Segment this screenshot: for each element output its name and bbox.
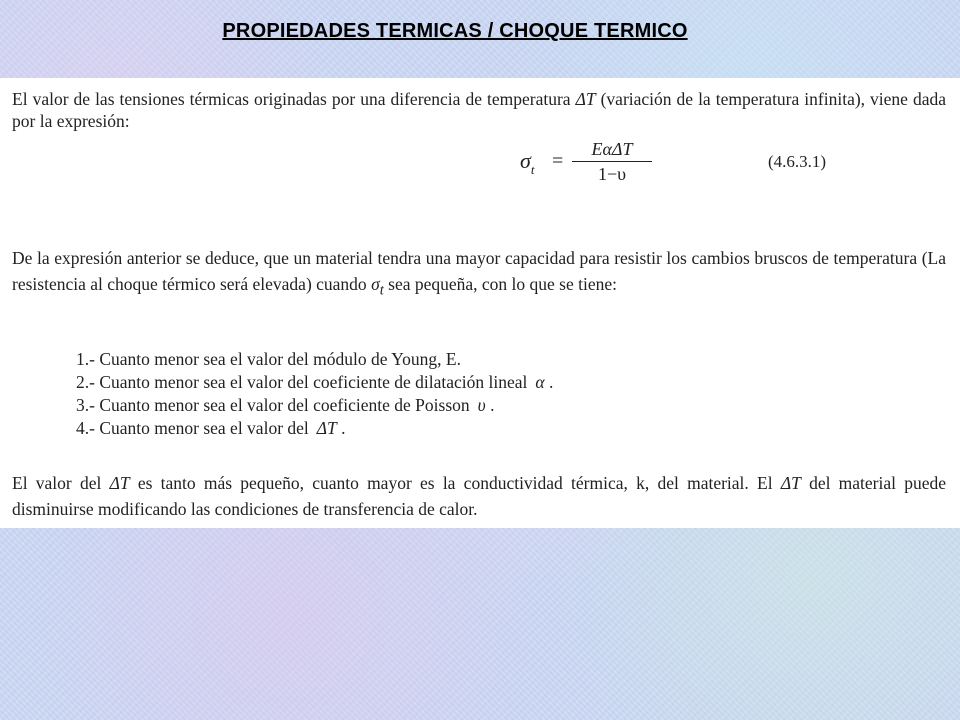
list-item: 4.- Cuanto menor sea el valor del ΔT . <box>76 418 346 438</box>
intro-text-line2: temperatura infinita), viene dada por la expresión: <box>12 89 946 131</box>
delta-t-symbol: ΔT <box>575 89 596 109</box>
conductivity-text-mid: es tanto más pequeño, cuanto mayor es la conductividad térmica, k, del material. El <box>137 473 773 493</box>
equation-number: (4.6.3.1) <box>768 152 827 171</box>
conductivity-text-end: del material puede disminuirse modificando las condiciones de transferencia de calor. <box>12 473 947 519</box>
equation-lhs-subscript: t <box>530 162 535 177</box>
delta-t-symbol: ΔT <box>316 418 337 438</box>
slide-title: PROPIEDADES TERMICAS / CHOQUE TERMICO <box>222 20 688 42</box>
deduction-text-end: sea pequeña, con lo que se tiene: <box>388 274 618 294</box>
conductivity-text: El valor del <box>12 473 102 493</box>
equation-lhs: $\sigma_t$ <box>520 148 535 177</box>
list-item: 1.- Cuanto menor sea el valor del módulo de Young, E. <box>76 349 461 369</box>
list-item: 2.- Cuanto menor sea el valor del coeficiente de dilatación lineal α . <box>76 372 554 392</box>
upsilon-symbol: υ <box>477 395 486 415</box>
document-panel <box>0 78 960 528</box>
delta-t-symbol: ΔT <box>780 473 801 493</box>
paragraph-deduction <box>12 245 946 304</box>
equation-equals: = <box>552 150 564 172</box>
paragraph-intro <box>12 88 946 132</box>
alpha-symbol: α <box>535 372 545 392</box>
conditions-list <box>76 348 553 440</box>
delta-t-symbol: ΔT <box>109 473 130 493</box>
fraction-bar <box>572 161 652 162</box>
paragraph-conductivity <box>12 470 946 522</box>
equation-denominator: 1−υ <box>597 164 627 184</box>
intro-text: El valor de las tensiones térmicas originadas por una diferencia de temperatura <box>12 89 571 109</box>
deduction-text: De la expresión anterior se deduce, que un material tendra una mayor capacidad para resistir los cambios bruscos de temperatura (La resistencia al choque térmico será elevada) cuando <box>12 248 946 294</box>
sigma-t-symbol: $\sigma_t$ <box>371 274 384 299</box>
intro-text-end: (variación de la <box>600 89 711 109</box>
equation-fraction <box>572 138 652 185</box>
list-item: 3.- Cuanto menor sea el valor del coeficiente de Poisson υ . <box>76 395 495 415</box>
equation-numerator: EαΔT <box>591 139 633 159</box>
